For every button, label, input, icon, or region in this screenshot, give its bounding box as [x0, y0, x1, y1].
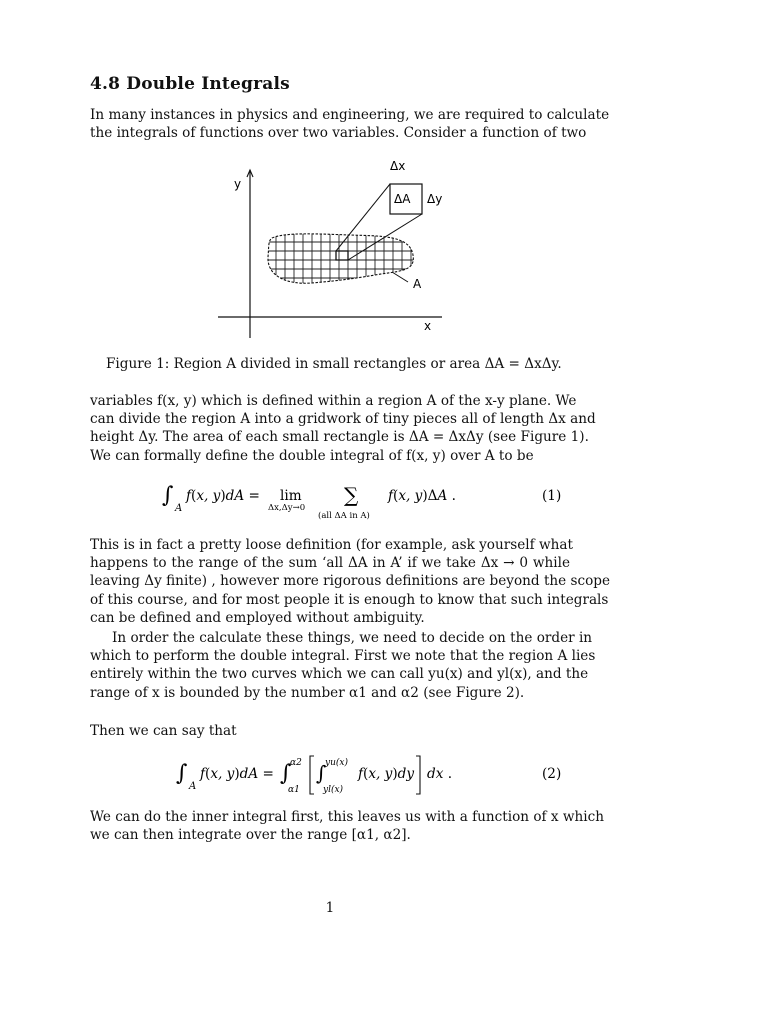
- intro-paragraph: [90, 106, 610, 142]
- text-line: can divide the region A into a gridwork of tiny pieces all of length Δx and: [90, 411, 596, 428]
- eq2-inner-lower: yl(x): [323, 785, 344, 795]
- eq1-number: (1): [542, 488, 562, 504]
- eq1-sum-sign: ∑: [344, 483, 359, 507]
- eq2-integrand: f(x, y)dy: [358, 766, 415, 782]
- eq1-lhs: f(x, y)dA =: [186, 488, 260, 504]
- svg-text:∫: ∫: [176, 761, 188, 786]
- page-number: 1: [325, 900, 335, 916]
- x-axis-label: x: [424, 319, 432, 333]
- delta-x-label: Δx: [390, 159, 406, 173]
- text-line: of this course, and for most people it is enough to know that such integrals: [90, 591, 609, 608]
- eq1-lim: lim: [280, 488, 302, 504]
- figure-caption: Figure 1: Region A divided in small rectangles or area ΔA = ΔxΔy.: [106, 356, 562, 372]
- svg-text:∫: ∫: [316, 761, 327, 785]
- text-line: leaving Δy finite) , however more rigorous definitions are beyond the scope: [90, 573, 611, 590]
- eq2-outer-upper: α2: [290, 758, 302, 768]
- variables-paragraph: [90, 392, 596, 465]
- text-line: height Δy. The area of each small rectangle is ΔA = ΔxΔy (see Figure 1).: [90, 429, 589, 446]
- text-line: which to perform the double integral. First we note that the region A lies: [90, 648, 596, 665]
- text-line: In many instances in physics and engineering, we are required to calculate: [90, 107, 610, 123]
- eq2-outer-lower: α1: [288, 785, 300, 795]
- text-line: the integrals of functions over two variables. Consider a function of two: [90, 125, 587, 142]
- y-axis-label: y: [234, 177, 242, 191]
- region-a-label: A: [413, 277, 422, 291]
- eq2-dx: dx .: [427, 766, 453, 782]
- text-line: In order the calculate these things, we need to decide on the order in: [112, 630, 593, 646]
- eq2-inner-upper: yu(x): [325, 758, 348, 768]
- delta-y-label: Δy: [427, 192, 443, 206]
- highlighted-cell: [336, 251, 348, 260]
- eq2-number: (2): [542, 766, 562, 782]
- equation-2: [90, 752, 570, 802]
- section-title: 4.8 Double Integrals: [90, 74, 290, 94]
- region-outline: [268, 234, 413, 283]
- eq2-lhs: f(x, y)dA =: [200, 766, 274, 782]
- delta-a-label: ΔA: [394, 192, 411, 206]
- text-line: we can then integrate over the range [α1, α2].: [90, 827, 411, 844]
- inner-integral-paragraph: [90, 808, 604, 844]
- text-line: Then we can say that: [90, 723, 237, 739]
- eq1-rhs: f(x, y)ΔA .: [388, 488, 456, 504]
- text-line: entirely within the two curves which we can call yu(x) and yl(x), and the: [90, 666, 589, 683]
- text-line: This is in fact a pretty loose definition (for example, ask yourself what: [90, 537, 573, 553]
- eq1-sum-sub: (all ΔA in A): [318, 511, 370, 521]
- text-line: We can do the inner integral first, this leaves us with a function of x which: [90, 809, 604, 825]
- equation-1: [90, 480, 570, 530]
- text-line: variables f(x, y) which is defined within a region A of the x-y plane. We: [90, 393, 577, 409]
- text-line: happens to the range of the sum ‘all ΔA in A’ if we take Δx → 0 while: [90, 555, 570, 572]
- svg-text:∫: ∫: [280, 761, 292, 786]
- text-line: We can formally define the double integral of f(x, y) over A to be: [90, 447, 534, 464]
- then-line: [90, 722, 570, 740]
- svg-text:∫: ∫: [162, 483, 174, 508]
- eq1-lim-sub: Δx,Δy→0: [268, 503, 306, 513]
- text-line: can be defined and employed without ambiguity.: [90, 609, 425, 626]
- svg-text:A: A: [175, 503, 183, 514]
- definition-note-paragraph: [90, 536, 611, 627]
- svg-text:A: A: [189, 781, 197, 792]
- figure-region-grid: [210, 150, 450, 345]
- text-line: range of x is bounded by the number α1 and α2 (see Figure 2).: [90, 684, 525, 701]
- order-paragraph: [90, 629, 596, 702]
